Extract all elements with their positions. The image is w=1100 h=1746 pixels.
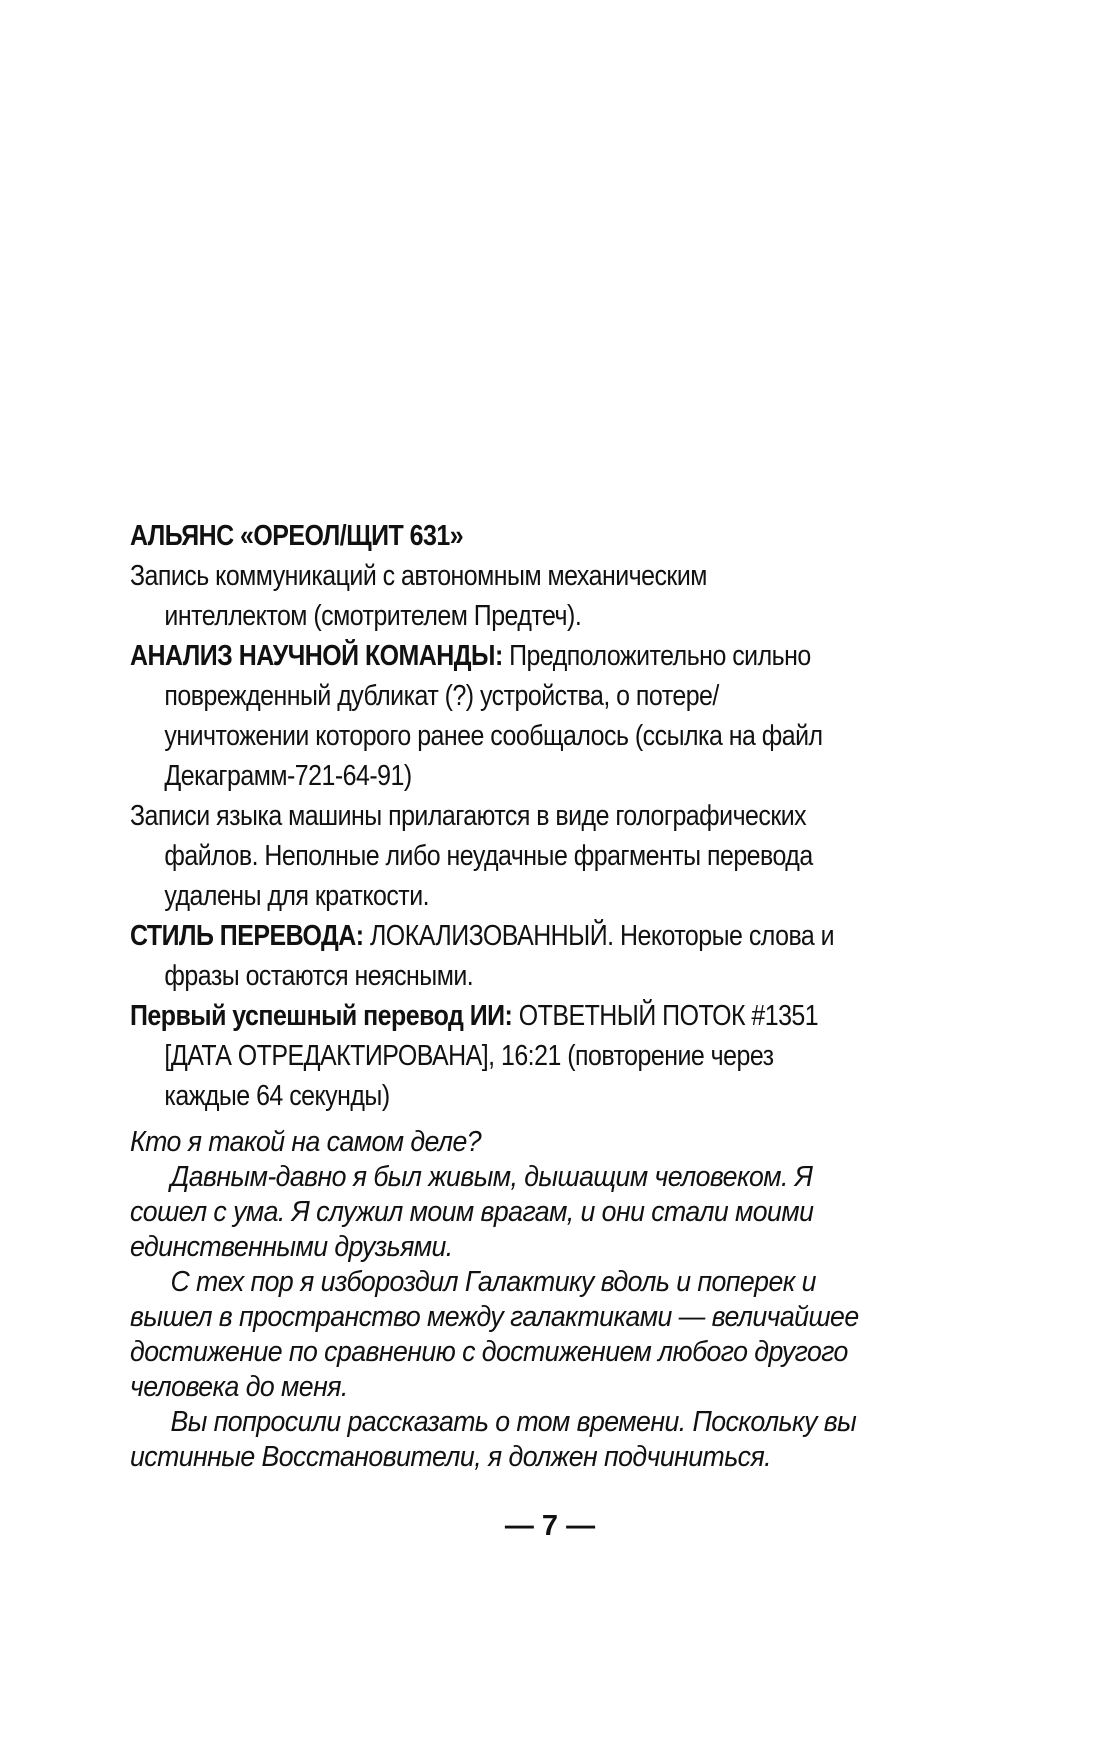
first-translation-text: ОТВЕТНЫЙ ПОТОК #1351 [ДАТА ОТРЕДАКТИРОВАНА], 16:21 (повторение через каждые 64 секунды) (164, 1000, 819, 1112)
document-header (130, 516, 835, 1116)
records-note: Записи языка машины прилагаются в виде голографических файлов. Неполные либо неудачные фрагменты перевода удалены для краткости. (130, 800, 813, 912)
story-paragraph-3: С тех пор я избороздил Галактику вдоль и поперек и вышел в пространство между галактиками — величайшее достижение по сравнению с достижением любого другого человека до меня. (130, 1266, 859, 1403)
style-label: СТИЛЬ ПЕРЕВОДА: (130, 920, 364, 952)
analysis-label: АНАЛИЗ НАУЧНОЙ КОМАНДЫ: (130, 640, 503, 672)
record-description: Запись коммуникаций с автономным механическим интеллектом (смотрителем Предтеч). (130, 560, 707, 632)
first-translation-label: Первый успешный перевод ИИ: (130, 1000, 513, 1032)
analysis-paragraph (130, 636, 835, 796)
style-text: ЛОКАЛИЗОВАННЫЙ. Некоторые слова и фразы остаются неясными. (164, 920, 835, 992)
page-number: — 7 — (504, 1510, 596, 1542)
story-paragraph-4: Вы попросили рассказать о том времени. Поскольку вы истинные Восстановители, я должен подчиниться. (130, 1406, 857, 1473)
analysis-text: Предположительно сильно поврежденный дубликат (?) устройства, о потере/уничтожении которого ранее сообщалось (ссылка на файл Декаграмм-721-64-91) (164, 640, 823, 792)
story-paragraph-2: Давным-давно я был живым, дышащим человеком. Я сошел с ума. Я служил моим врагам, и они стали моими единственными друзьями. (130, 1161, 814, 1263)
story-paragraph-1: Кто я такой на самом деле? (130, 1126, 482, 1158)
alliance-title: АЛЬЯНС «ОРЕОЛ/ЩИТ 631» (130, 520, 464, 552)
story-text (130, 1125, 884, 1475)
first-translation-paragraph (130, 996, 835, 1116)
style-paragraph (130, 916, 835, 996)
